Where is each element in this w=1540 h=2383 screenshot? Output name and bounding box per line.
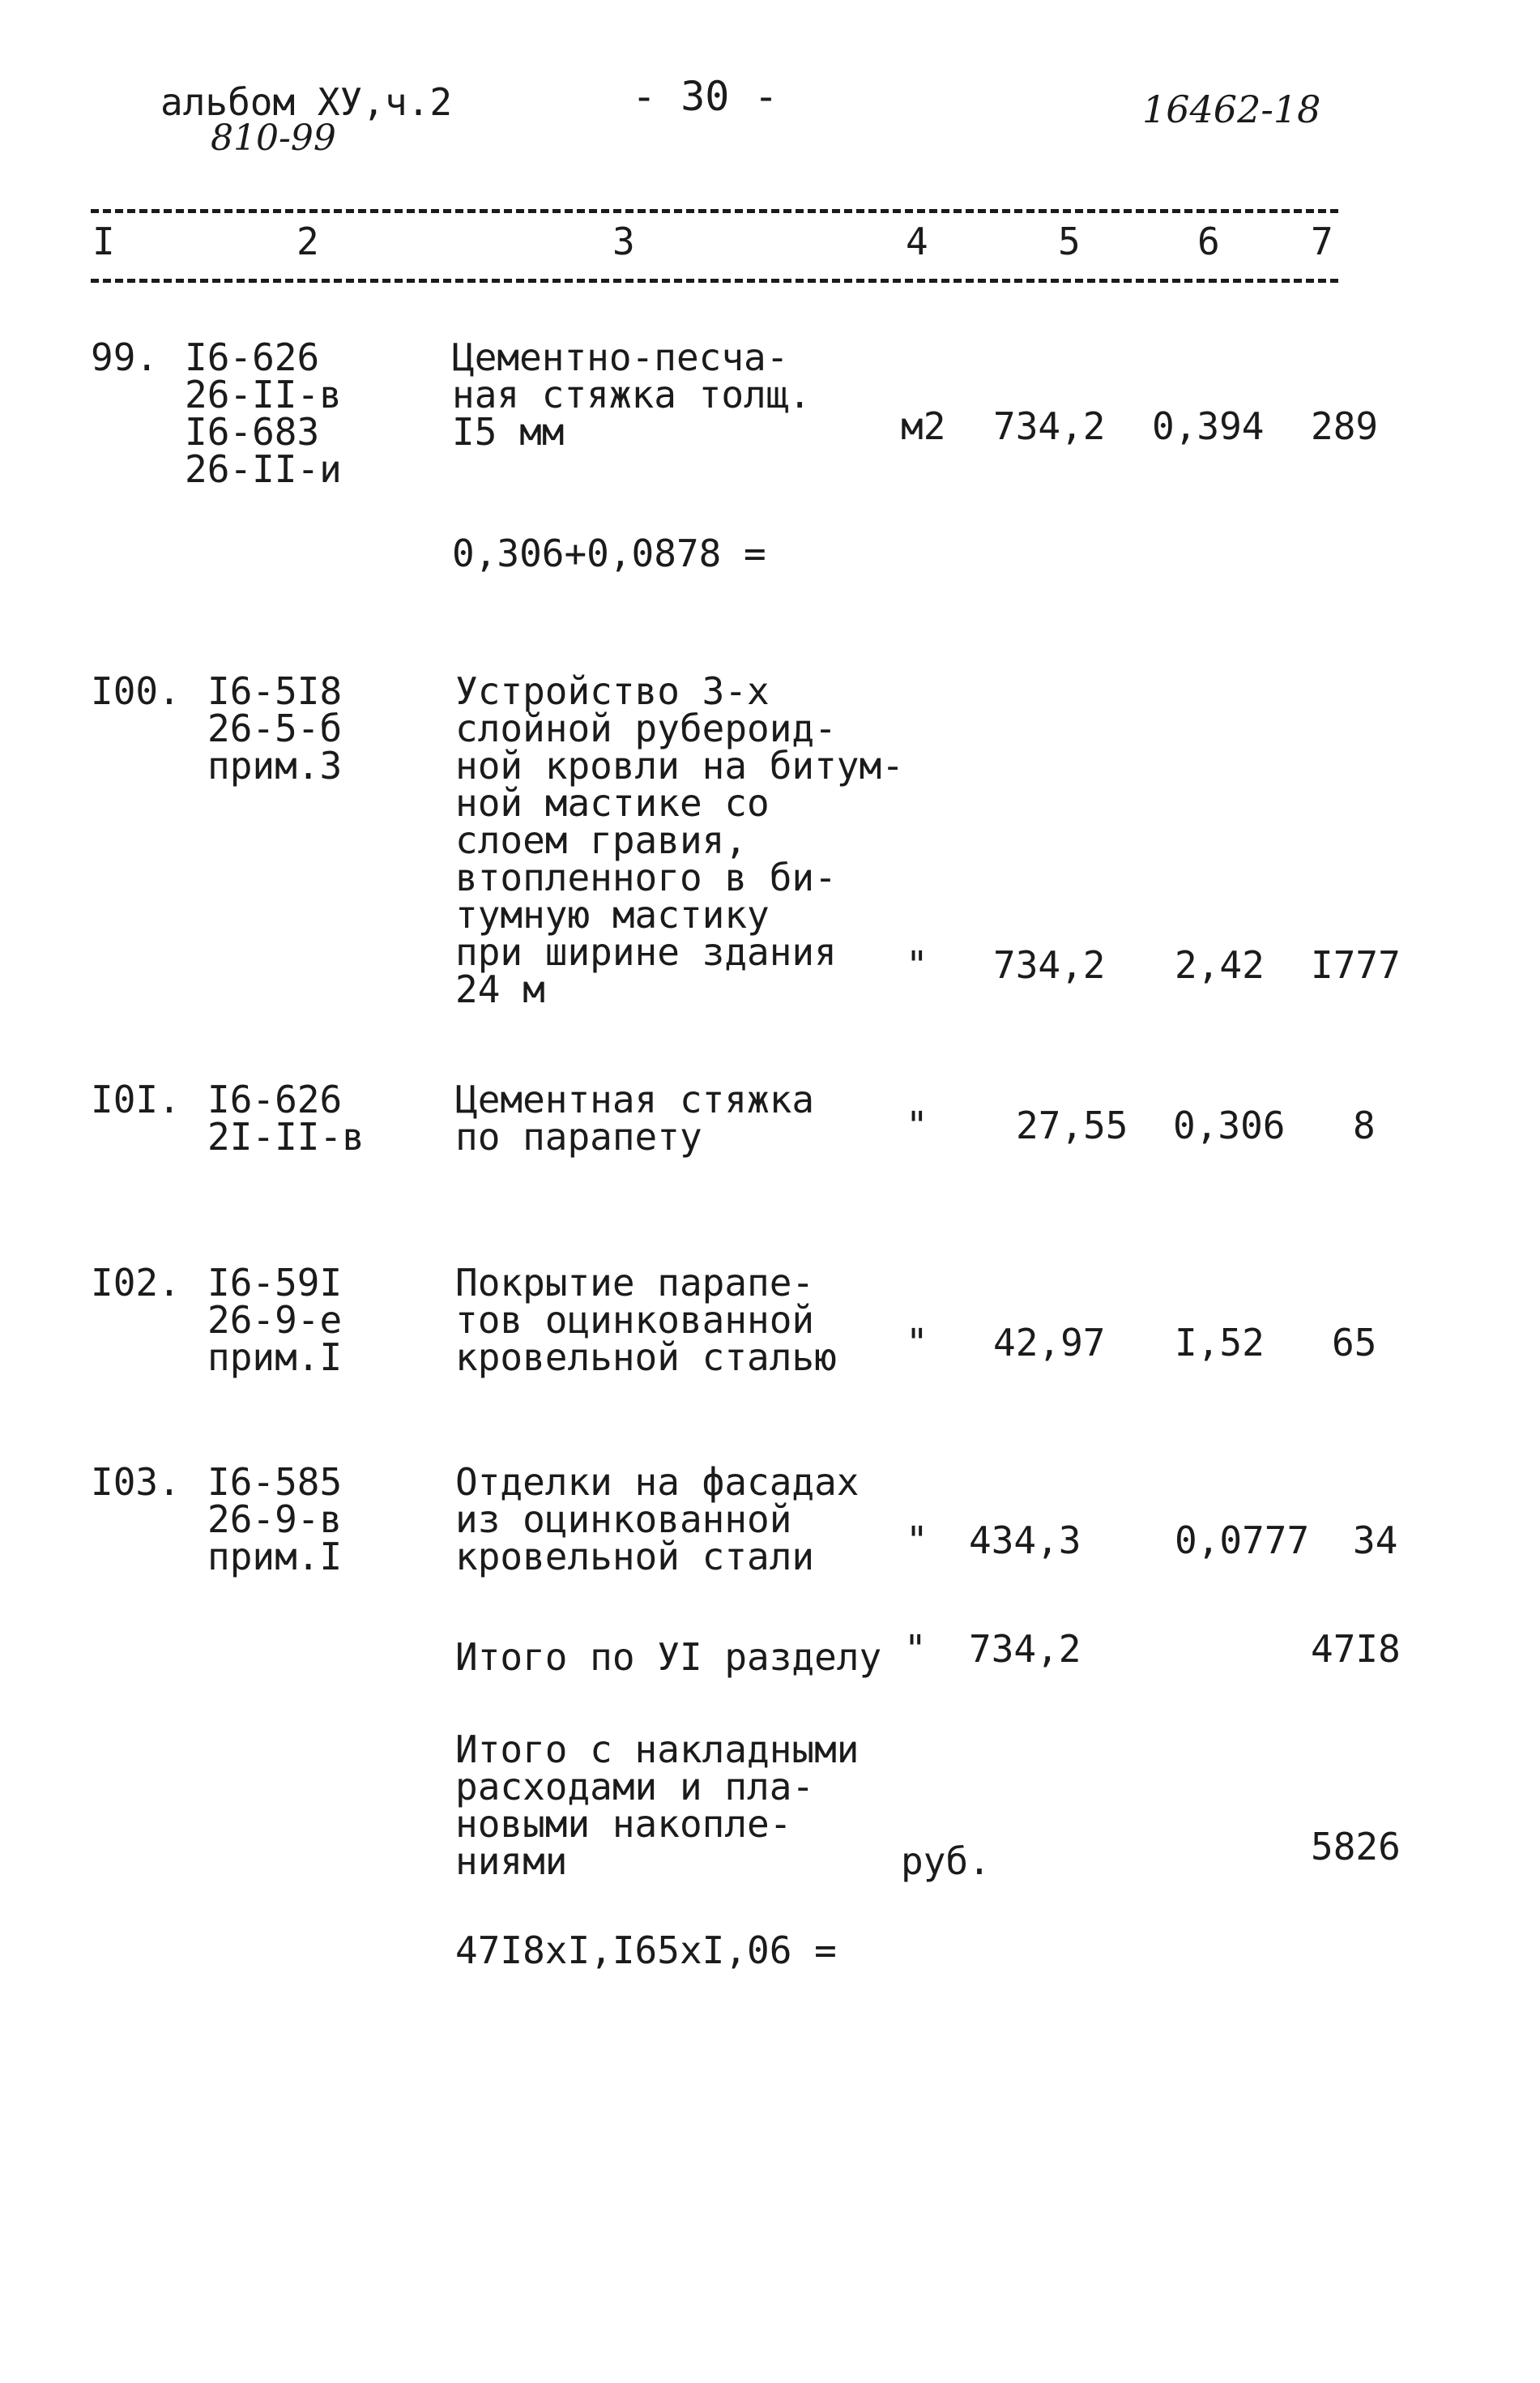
page-number: - 30 - bbox=[632, 73, 779, 120]
document-code: 16462-18 bbox=[1142, 88, 1321, 131]
row-unit: " bbox=[906, 943, 928, 987]
row-description: кровельной стали bbox=[455, 1535, 815, 1578]
row-rate: 0,394 bbox=[1152, 404, 1265, 448]
row-description: тумную мастику bbox=[455, 893, 770, 937]
grand-total-formula: 47I8xI,I65xI,06 = bbox=[455, 1928, 837, 1972]
row-code: I6-585 bbox=[207, 1460, 343, 1504]
row-unit: " bbox=[906, 1104, 928, 1147]
row-description: по парапету bbox=[455, 1115, 702, 1159]
column-number-5: 5 bbox=[1058, 220, 1081, 263]
row-description: Покрытие парапе- bbox=[455, 1261, 815, 1305]
row-rate: I,52 bbox=[1175, 1321, 1265, 1364]
row-code: прим.3 bbox=[207, 744, 343, 788]
grand-total-label: ниями bbox=[455, 1839, 568, 1883]
header-rule-top bbox=[91, 209, 1338, 213]
row-code: I6-683 bbox=[185, 410, 320, 454]
row-number: I02. bbox=[91, 1261, 181, 1305]
row-total: I777 bbox=[1311, 943, 1401, 987]
row-code: 26-5-б bbox=[207, 707, 343, 750]
row-description: слойной рубероид- bbox=[455, 707, 837, 750]
row-unit: " bbox=[906, 1518, 928, 1562]
subtotal-unit: " bbox=[904, 1627, 927, 1671]
row-description: тов оцинкованной bbox=[455, 1298, 815, 1342]
subtotal-quantity: 734,2 bbox=[969, 1627, 1081, 1671]
grand-total-label: Итого с накладными bbox=[455, 1727, 860, 1771]
row-rate: 2,42 bbox=[1175, 943, 1265, 987]
row-code: 2I-II-в bbox=[207, 1115, 365, 1159]
row-number: 99. bbox=[91, 335, 159, 379]
row-number: I0I. bbox=[91, 1078, 181, 1121]
row-description: Цементная стяжка bbox=[455, 1078, 815, 1121]
row-code: I6-626 bbox=[185, 335, 320, 379]
row-code: I6-626 bbox=[207, 1078, 343, 1121]
column-number-7: 7 bbox=[1311, 220, 1333, 263]
row-total: 65 bbox=[1332, 1321, 1377, 1364]
row-description: слоем гравия, bbox=[455, 818, 748, 862]
grand-total-value: 5826 bbox=[1311, 1825, 1401, 1868]
row-description: втопленного в би- bbox=[455, 856, 837, 899]
row-description: I5 мм bbox=[452, 410, 565, 454]
row-quantity: 734,2 bbox=[993, 404, 1106, 448]
column-number-3: 3 bbox=[612, 220, 635, 263]
row-description: ной кровли на битум- bbox=[455, 744, 904, 788]
grand-total-label: новыми накопле- bbox=[455, 1802, 792, 1846]
row-code: 26-9-в bbox=[207, 1497, 343, 1541]
row-quantity: 27,55 bbox=[1016, 1104, 1128, 1147]
row-number: I00. bbox=[91, 669, 181, 713]
column-number-1: I bbox=[92, 220, 115, 263]
column-number-6: 6 bbox=[1197, 220, 1220, 263]
row-total: 289 bbox=[1311, 404, 1379, 448]
album-label: альбом XУ,ч.2 bbox=[160, 80, 453, 124]
column-number-2: 2 bbox=[296, 220, 319, 263]
row-description: из оцинкованной bbox=[455, 1497, 792, 1541]
row-description: ной мастике со bbox=[455, 781, 770, 825]
row-rate: 0,306 bbox=[1173, 1104, 1286, 1147]
row-calculation: 0,306+0,0878 = bbox=[452, 532, 766, 575]
row-code: 26-II-и bbox=[185, 447, 342, 491]
row-unit: " bbox=[906, 1321, 928, 1364]
row-code: 26-9-е bbox=[207, 1298, 343, 1342]
row-description: Цементно-песча- bbox=[452, 335, 789, 379]
row-code: I6-5I8 bbox=[207, 669, 343, 713]
row-description: Устройство 3-х bbox=[455, 669, 770, 713]
subtotal-total: 47I8 bbox=[1311, 1627, 1401, 1671]
grand-total-label: расходами и пла- bbox=[455, 1765, 815, 1809]
row-rate: 0,0777 bbox=[1175, 1518, 1310, 1562]
row-unit: м2 bbox=[901, 404, 946, 448]
row-quantity: 734,2 bbox=[993, 943, 1106, 987]
row-total: 8 bbox=[1353, 1104, 1376, 1147]
row-description: при ширине здания bbox=[455, 930, 837, 974]
row-code: I6-59I bbox=[207, 1261, 343, 1305]
grand-total-unit: руб. bbox=[901, 1839, 991, 1883]
album-number: 810-99 bbox=[211, 117, 336, 159]
row-code: 26-II-в bbox=[185, 373, 342, 416]
row-code: прим.I bbox=[207, 1535, 343, 1578]
row-code: прим.I bbox=[207, 1335, 343, 1379]
column-number-4: 4 bbox=[906, 220, 928, 263]
row-description: ная стяжка толщ. bbox=[452, 373, 812, 416]
row-total: 34 bbox=[1353, 1518, 1398, 1562]
row-quantity: 42,97 bbox=[993, 1321, 1106, 1364]
subtotal-label: Итого по УI разделу bbox=[455, 1635, 882, 1679]
row-description: 24 м bbox=[455, 967, 545, 1011]
row-number: I03. bbox=[91, 1460, 181, 1504]
row-quantity: 434,3 bbox=[969, 1518, 1081, 1562]
row-description: кровельной сталью bbox=[455, 1335, 837, 1379]
header-rule-bottom bbox=[91, 279, 1338, 283]
row-description: Отделки на фасадах bbox=[455, 1460, 860, 1504]
